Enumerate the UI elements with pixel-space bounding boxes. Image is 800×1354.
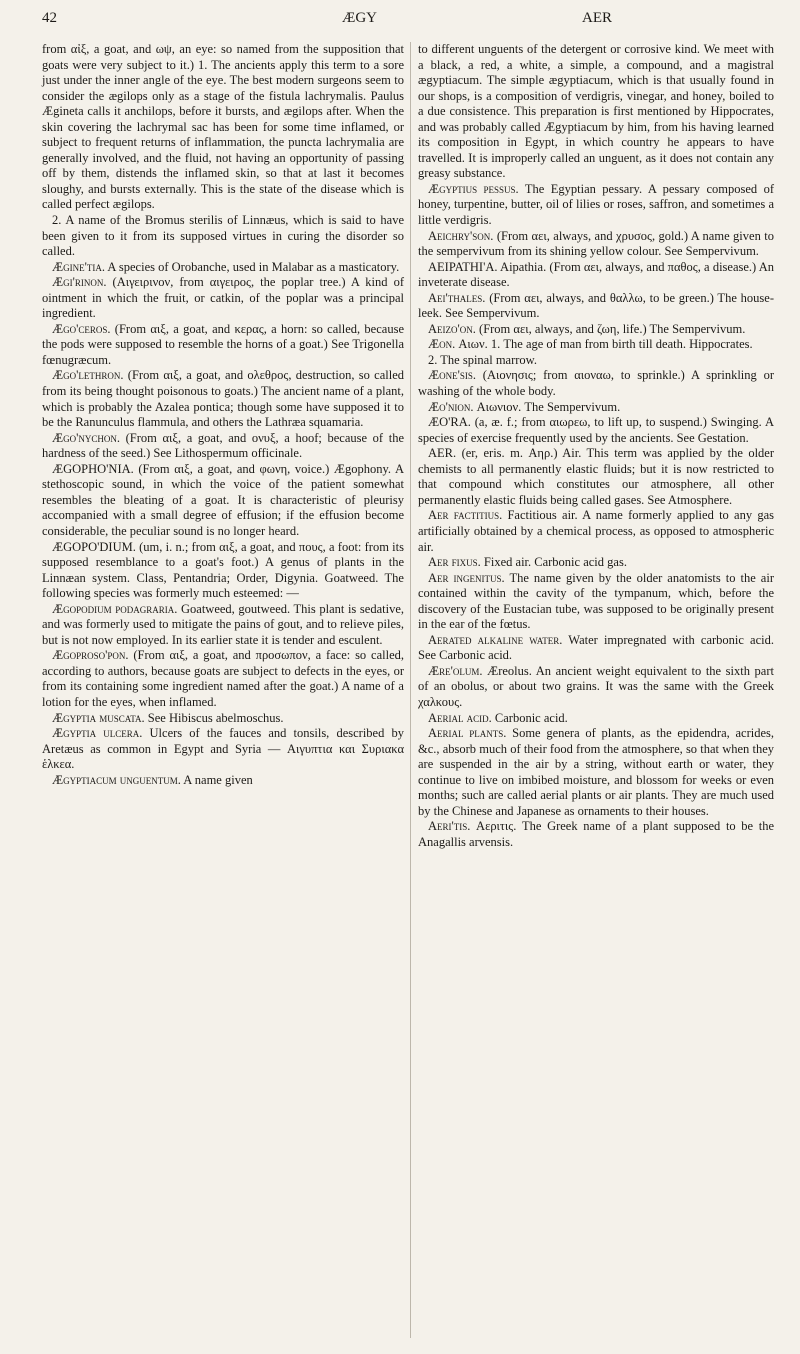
entry-text: to different unguents of the detergent or corrosive kind. We meet with a black, a red, a white, a simple, a compound, and a magistral ægyptiacum. The simple ægyptiacum, which is that usually found in our shops, is a composition of verdigris, vinegar, and honey, boiled to a due consistence. This preparation is first mentioned by Hippocrates, and was probably called Ægyptiacum by him, from his having learned its composition in Egypt, in which country he appears to have travelled. It is improperly called an unguent, as it does not contain any greasy substance. [418, 42, 774, 181]
entry-headword: Aeichry'son. [428, 228, 494, 243]
entry-headword: AER. [428, 446, 457, 461]
entry-headword: Aei'thales. [428, 290, 486, 305]
entry-headword: Æon. [428, 337, 456, 352]
entry-text: (er, eris. m. Αηρ.) Air. This term was applied by the older chemists to all permanently elastic fluids; but it is now restricted to that compound which constitutes our atmosphere, all other permanently elastic fluids being called gases. See Atmosphere. [418, 446, 774, 507]
entry-text: Αιων. 1. The age of man from birth till death. Hippocrates. [455, 337, 753, 352]
entry-headword: Ægo'ceros. [52, 321, 111, 336]
entry-text: (From αιξ, a goat, and φωνη, voice.) Ægophony. A stethoscopic sound, in which the voice of the patient somewhat resembles the bleating of a goat. It is characteristic of pleurisy accompanied with a small degree of effusion; if the effusion become considerable, the peculiar sound is no longer heard. [42, 461, 404, 538]
entry-headword: Æone'sis. [428, 368, 476, 383]
entry-text: (a, æ. f.; from αιωρεω, to lift up, to suspend.) Swinging. A species of exercise frequently used by the ancients. See Gestation. [418, 415, 774, 445]
entry-headword: Ægo'nychon. [52, 430, 120, 445]
entry-text: The Egyptian pessary. A pessary composed of honey, turpentine, butter, oil of lilies or roses, saffron, and sometimes a little verdigris. [418, 181, 774, 228]
dictionary-entry [42, 711, 404, 727]
entry-headword: Ægi'rinon. [52, 275, 107, 290]
entry-headword: Aer fixus. [428, 555, 481, 570]
entry-headword: Aeizo'on. [428, 321, 476, 336]
entry-headword: Aerial acid. [428, 710, 492, 725]
dictionary-entry [42, 773, 404, 789]
entry-text: 2. A name of the Bromus sterilis of Linnæus, which is said to have been given to it from its supposed virtues in curing the disorder so called. [42, 213, 404, 259]
entry-text: (From αιξ, a goat, and ονυξ, a hoof; because of the hardness of the seed.) See Lithospermum officinale. [42, 430, 404, 461]
entry-headword: Ægoproso'pon. [52, 648, 129, 663]
dictionary-entry [418, 633, 774, 664]
entry-headword: Æo'nion. [428, 399, 474, 414]
dictionary-entry [42, 431, 404, 462]
dictionary-entry [418, 819, 774, 850]
entry-text: (From αει, always, and ζωη, life.) The Sempervivum. [475, 321, 746, 336]
entry-text: Some genera of plants, as the epidendra, acrides, &c., absorb much of their food from the atmosphere, so that when they are suspended in the air by a string, without earth or water, they continue to live on imbibed moisture, and blossom for weeks or even months; such are called aerial plants or air plants. They are much used by the Chinese and Japanese as ornaments to their houses. [418, 726, 774, 818]
entry-headword: Aer factitius. [428, 508, 503, 523]
entry-headword: Ægine'tia. [52, 259, 105, 274]
dictionary-entry [418, 229, 774, 260]
entry-text: Ulcers of the fauces and tonsils, described by Aretæus as common in Egypt and Syria — Αιγυπτια και Συριακα ἑλκεα. [42, 726, 404, 772]
dictionary-entry [418, 400, 774, 416]
entry-headword: Ægyptia muscata. [52, 710, 145, 725]
entry-headword: Aerial plants. [428, 726, 507, 741]
entry-text: Fixed air. Carbonic acid gas. [480, 555, 627, 570]
entry-text: Carbonic acid. [491, 710, 568, 725]
entry-text: (From αει, always, and θαλλω, to be green.) The house-leek. See Sempervivum. [418, 290, 774, 321]
entry-text: (Αιονησις; from αιοναω, to sprinkle.) A sprinkling or washing of the whole body. [418, 368, 774, 399]
header-right-guide-word: AER [582, 10, 612, 26]
entry-headword: Ægyptiacum unguentum. [52, 772, 181, 787]
dictionary-entry [418, 291, 774, 322]
entry-text: (From αιξ, a goat, and προσωπον, a face: so called, according to authors, because goats are subject to defects in the eyes, or from its containing some ingredient named after the goat.) A name of a lotion for the eyes, when inflamed. [42, 648, 404, 709]
dictionary-entry [418, 322, 774, 338]
entry-headword: Aerated alkaline water. [428, 632, 563, 647]
page-number: 42 [42, 10, 57, 26]
entry-headword: ÆGOPO'DIUM. [52, 539, 136, 554]
entry-text: Æreolus. An ancient weight equivalent to the sixth part of an obolus, or about two grains. It was the same with the Greek χαλκους. [418, 663, 774, 709]
entry-headword: Ægyptia ulcera. [52, 726, 143, 741]
dictionary-entry [418, 664, 774, 711]
entry-headword: ÆO'RA. [428, 415, 471, 430]
entry-headword: Aeri'tis. [428, 819, 471, 834]
dictionary-entry [418, 711, 774, 727]
entry-text: A species of Orobanche, used in Malabar as a masticatory. [104, 259, 400, 274]
dictionary-entry [42, 648, 404, 710]
entry-text: Factitious air. A name formerly applied to any gas artificially obtained by a chemical process, as opposed to atmospheric air. [418, 508, 774, 554]
entry-text: (Αιγειρινον, from αιγειρος, the poplar tree.) A kind of ointment in which the fruit, or catkin, of the poplar was a principal ingredient. [42, 275, 404, 321]
entry-text: The name given by the older anatomists to the air contained within the cavity of the tympanum, which, before the discovery of the Eustacian tube, was supposed to be originally present in the ear of the fœtus. [418, 570, 774, 632]
running-header [42, 10, 782, 38]
dictionary-entry [418, 555, 774, 571]
dictionary-entry [418, 368, 774, 399]
dictionary-entry [418, 182, 774, 229]
entry-headword: ÆGOPHO'NIA. [52, 461, 134, 476]
entry-text: A name given [180, 772, 253, 787]
entry-text: (From αιξ, a goat, and ολεθρος, destruction, so called from its being thought poisonous to goats.) The ancient name of a plant, which is probably the Azalea pontica; though some have supposed it to be the Ranunculus flammula, and others the Lathræa squamaria. [42, 368, 404, 430]
dictionary-entry [418, 415, 774, 446]
column-divider [410, 42, 411, 1338]
dictionary-entry [418, 726, 774, 819]
header-left-guide-word: ÆGY [342, 10, 378, 26]
left-column [42, 42, 404, 788]
dictionary-entry [418, 337, 774, 353]
entry-headword: Aer ingenitus. [428, 570, 505, 585]
entry-headword: AEIPATHI'A. [428, 259, 498, 274]
dictionary-entry [42, 213, 404, 260]
entry-text: (From αει, always, and χρυσος, gold.) A name given to the sempervivum from its shining yellow colour. See Sempervivum. [418, 228, 774, 259]
entry-headword: Ægopodium podagraria. [52, 601, 178, 616]
dictionary-entry [418, 571, 774, 633]
entry-text: Αιωνιον. The Sempervivum. [473, 399, 621, 414]
entry-text: Aipathia. (From αει, always, and παθος, a disease.) An inveterate disease. [418, 259, 774, 290]
entry-headword: Ære'olum. [428, 663, 483, 678]
entry-text: See Hibiscus abelmoschus. [144, 710, 284, 725]
dictionary-entry [42, 368, 404, 430]
dictionary-entry [42, 726, 404, 773]
right-column [418, 42, 774, 850]
entry-text: from αἰξ, a goat, and ωψ, an eye: so named from the supposition that goats were very subject to it.) 1. The ancients apply this term to a sore just under the inner angle of the eye. The best modern surgeons seem to consider the ægilops only as a stage of the fistula lachrymalis. Paulus Ægineta calls it anchilops, before it bursts, and ægilops after. When the skin covering the lachrymal sac has been for some time inflamed, or subject to frequent returns of inflammation, the puncta lachrymalia are generally involved, and the fluid, not having an opportunity of passing off by them, distends the inflamed skin, so that at last it becomes sloughy, and bursts externally. This is the state of the disease which is called perfect ægilops. [42, 42, 404, 212]
entry-text: (From αιξ, a goat, and κερας, a horn: so called, because the pods were supposed to resemble the horns of a goat.) See Trigonella fœnugræcum. [42, 321, 404, 367]
entry-text: Αεριτις. The Greek name of a plant supposed to be the Anagallis arvensis. [418, 819, 774, 849]
dictionary-entry [42, 602, 404, 649]
dictionary-entry [42, 260, 404, 276]
dictionary-entry [42, 462, 404, 540]
dictionary-entry [42, 322, 404, 369]
entry-headword: Ægo'lethron. [52, 368, 124, 383]
dictionary-entry [418, 446, 774, 508]
dictionary-entry [418, 260, 774, 291]
dictionary-entry [42, 42, 404, 213]
entry-text: Water impregnated with carbonic acid. See Carbonic acid. [418, 632, 774, 663]
dictionary-entry [418, 353, 774, 369]
entry-headword: Ægyptius pessus. [428, 181, 519, 196]
dictionary-entry [418, 42, 774, 182]
entry-text: Goatweed, goutweed. This plant is sedative, and was formerly used to mitigate the pains of gout, and to relieve piles, but is not now employed. In its earlier state it is tender and esculent. [42, 601, 404, 647]
dictionary-entry [42, 540, 404, 602]
dictionary-entry [418, 508, 774, 555]
entry-text: 2. The spinal marrow. [428, 352, 538, 367]
entry-text: (um, i. n.; from αιξ, a goat, and πους, a foot: from its supposed resemblance to a goat's foot.) A genus of plants in the Linnæan system. Class, Pentandria; Order, Digynia. Goatweed. The following species was formerly much esteemed: — [42, 539, 404, 601]
dictionary-entry [42, 275, 404, 322]
